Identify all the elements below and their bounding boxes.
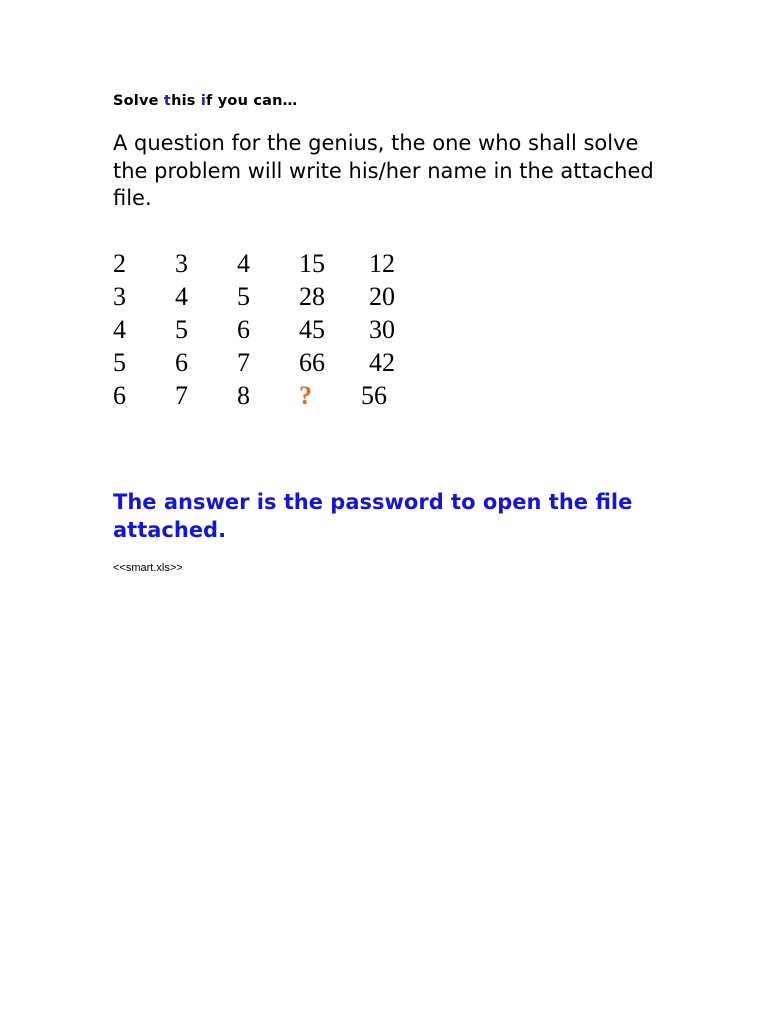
number-grid [113,247,433,412]
grid-cell: 12 [369,249,395,278]
grid-cell: 4 [113,315,126,344]
grid-cell: 15 [299,249,325,278]
attachment-link[interactable]: <<smart.xls>> [113,562,183,574]
grid-cell: 8 [237,381,250,410]
grid-cell: 28 [299,282,325,311]
grid-cell: 4 [175,282,188,311]
grid-cell: 42 [369,348,395,377]
grid-cell: 45 [299,315,325,344]
grid-cell: 3 [175,249,188,278]
grid-cell: 2 [113,249,126,278]
grid-cell: 5 [113,348,126,377]
grid-cell: 6 [237,315,250,344]
heading-part-4: i [200,93,207,109]
grid-cell: 6 [113,381,126,410]
grid-cell: 7 [237,348,250,377]
grid-row [113,346,433,379]
grid-cell: 7 [175,381,188,410]
grid-cell: 56 [361,381,387,410]
grid-cell: 5 [237,282,250,311]
answer-note: The answer is the password to open the file attached. [113,490,633,542]
unknown-value-cell: ? [299,381,312,410]
grid-cell: 6 [175,348,188,377]
heading-part-3: his [171,93,201,109]
grid-cell: 4 [237,249,250,278]
grid-row [113,280,433,313]
grid-row [113,379,433,412]
grid-cell: 5 [175,315,188,344]
grid-row [113,247,433,280]
grid-cell: 3 [113,282,126,311]
grid-cell: 20 [369,282,395,311]
intro-paragraph: A question for the genius, the one who shall solve the problem will write his/her name in the attached file. [113,131,654,210]
heading-part-5: f you can… [206,93,298,109]
grid-row [113,313,433,346]
puzzle-heading [113,93,297,109]
grid-cell: 66 [299,348,325,377]
grid-cell: 30 [369,315,395,344]
heading-part-1: Solve [113,93,164,109]
heading-part-2: t [163,93,172,109]
